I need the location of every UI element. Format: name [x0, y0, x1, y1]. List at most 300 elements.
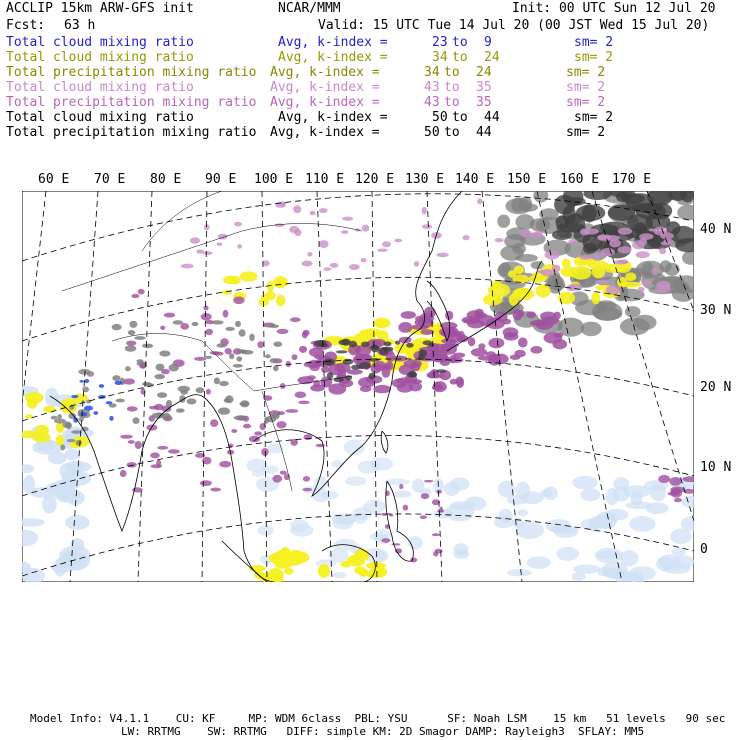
legend-avg-label: Avg, k-index = — [270, 65, 380, 80]
cloud-blob — [219, 461, 231, 468]
legend-smoothing: sm= 2 — [574, 35, 614, 50]
cloud-blob — [219, 381, 229, 386]
cloud-blob — [379, 347, 388, 355]
cloud-blob — [330, 263, 339, 268]
cloud-blob — [373, 318, 390, 329]
cloud-blob — [169, 364, 179, 372]
lat-label: 10 N — [700, 460, 732, 475]
lon-label: 130 E — [405, 172, 445, 187]
cloud-blob — [621, 282, 642, 288]
cloud-blob — [636, 251, 650, 258]
cloud-blob — [592, 266, 605, 278]
legend-k-to: 35 — [476, 95, 492, 110]
cloud-blob — [488, 338, 504, 349]
cloud-blob — [203, 251, 212, 255]
legend-field-name: Total cloud mixing ratio — [6, 80, 194, 95]
cloud-blob — [572, 476, 597, 490]
cloud-blob — [43, 406, 56, 413]
cloud-blob — [218, 407, 230, 414]
cloud-blob — [273, 341, 282, 347]
cloud-blob — [364, 328, 382, 336]
cloud-blob — [160, 326, 165, 330]
cloud-blob — [65, 449, 80, 461]
cloud-blob — [432, 533, 440, 536]
cloud-blob — [540, 489, 552, 497]
cloud-blob — [553, 332, 563, 337]
cloud-blob — [280, 471, 287, 475]
cloud-blob — [591, 292, 600, 305]
cloud-blob — [440, 343, 451, 353]
cloud-blob — [286, 409, 299, 413]
cloud-blob — [617, 246, 631, 253]
cloud-blob — [57, 414, 62, 419]
cloud-blob — [353, 507, 372, 520]
cloud-blob — [310, 365, 320, 371]
cloud-blob — [436, 369, 447, 373]
cloud-blob — [181, 264, 194, 269]
legend-avg-label: Avg, k-index = — [278, 35, 388, 50]
cloud-blob — [445, 311, 453, 320]
cloud-blob — [134, 336, 145, 340]
legend-k-from: 50 — [432, 110, 448, 125]
cloud-blob — [129, 321, 137, 328]
cloud-blob — [341, 561, 352, 568]
cloud-blob — [210, 488, 221, 492]
cloud-blob — [84, 406, 93, 411]
cloud-blob — [127, 406, 138, 411]
cloud-blob — [284, 568, 294, 575]
cloud-blob — [318, 564, 330, 578]
cloud-blob — [408, 536, 423, 549]
cloud-blob — [343, 359, 354, 365]
legend-smoothing: sm= 2 — [566, 125, 606, 140]
cloud-blob — [336, 350, 348, 353]
cloud-blob — [581, 488, 601, 501]
cloud-blob — [214, 377, 220, 384]
cloud-blob — [672, 286, 694, 301]
cloud-blob — [541, 269, 554, 276]
cloud-blob — [65, 515, 90, 530]
cloud-blob — [518, 337, 528, 347]
cloud-blob — [409, 371, 416, 377]
cloud-blob — [133, 417, 140, 424]
cloud-blob — [414, 261, 419, 267]
legend-field-name: Total precipitation mixing ratio — [6, 125, 257, 140]
cloud-blob — [349, 341, 357, 348]
cloud-blob — [361, 258, 367, 263]
cloud-blob — [196, 387, 205, 393]
lon-label: 120 E — [355, 172, 395, 187]
cloud-blob — [272, 475, 282, 483]
legend-field-name: Total precipitation mixing ratio — [6, 95, 257, 110]
cloud-blob — [277, 329, 289, 334]
legend-to: to — [444, 95, 460, 110]
cloud-blob — [433, 551, 438, 556]
cloud-blob — [303, 434, 312, 440]
cloud-blob — [112, 375, 120, 381]
legend-avg-label: Avg, k-index = — [278, 110, 388, 125]
cloud-blob — [25, 414, 33, 419]
cloud-blob — [625, 306, 641, 317]
cloud-blob — [502, 319, 511, 325]
cloud-blob — [23, 475, 35, 494]
cloud-blob — [652, 268, 658, 272]
cloud-blob — [93, 411, 98, 415]
cloud-blob — [159, 351, 170, 357]
cloud-blob — [66, 490, 85, 505]
cloud-blob — [421, 493, 429, 499]
legend-avg-label: Avg, k-index = — [270, 95, 380, 110]
cloud-blob — [371, 363, 382, 374]
cloud-blob — [397, 383, 413, 393]
cloud-blob — [192, 322, 199, 326]
map-plot — [22, 191, 694, 582]
cloud-blob — [217, 242, 223, 246]
cloud-blob — [620, 318, 650, 336]
cloud-blob — [342, 217, 353, 221]
cloud-blob — [293, 205, 301, 213]
cloud-blob — [249, 334, 255, 341]
cloud-blob — [51, 416, 58, 420]
cloud-blob — [87, 371, 94, 377]
legend-k-to: 9 — [484, 35, 492, 50]
cloud-blob — [562, 259, 571, 268]
cloud-blob — [526, 311, 536, 318]
cloud-blob — [125, 345, 137, 351]
cloud-blob — [237, 349, 247, 353]
cloud-blob — [471, 348, 487, 357]
cloud-blob — [35, 425, 49, 436]
legend-k-to: 24 — [484, 50, 500, 65]
cloud-blob — [359, 362, 371, 369]
cloud-blob — [150, 452, 160, 458]
legend-smoothing: sm= 2 — [566, 65, 606, 80]
organization: NCAR/MMM — [278, 1, 341, 16]
cloud-blob — [237, 244, 242, 249]
cloud-blob — [128, 440, 135, 444]
cloud-blob — [210, 419, 218, 427]
legend-to: to — [452, 50, 468, 65]
cloud-blob — [453, 353, 465, 358]
legend-to: to — [444, 80, 460, 95]
cloud-blob — [498, 509, 512, 523]
cloud-blob — [495, 238, 504, 242]
cloud-blob — [201, 313, 212, 321]
cloud-blob — [663, 564, 691, 574]
cloud-blob — [321, 491, 339, 500]
cloud-blob — [225, 395, 233, 403]
cloud-blob — [341, 230, 349, 234]
cloud-blob — [395, 341, 400, 345]
cloud-blob — [205, 329, 213, 335]
cloud-blob — [332, 572, 347, 579]
model-info-line1: Model Info: V4.1.1 CU: KF MP: WDM 6class PBL: YSU SF: Noah LSM 15 km 51 levels 90 sec — [30, 712, 726, 725]
cloud-blob — [583, 228, 598, 234]
cloud-blob — [477, 198, 482, 204]
lat-label: 0 — [700, 542, 708, 557]
cloud-blob — [206, 389, 211, 395]
cloud-blob — [67, 461, 84, 474]
cloud-blob — [116, 399, 125, 403]
cloud-blob — [669, 477, 681, 486]
cloud-blob — [618, 260, 628, 264]
cloud-blob — [436, 253, 448, 258]
cloud-blob — [125, 366, 131, 371]
lon-label: 110 E — [305, 172, 345, 187]
cloud-blob — [377, 249, 387, 252]
legend-to: to — [444, 125, 460, 140]
cloud-blob — [384, 342, 392, 347]
cloud-blob — [42, 495, 57, 514]
legend-k-to: 24 — [476, 65, 492, 80]
cloud-blob — [478, 343, 485, 349]
cloud-blob — [563, 205, 576, 224]
legend-k-from: 43 — [424, 80, 440, 95]
cloud-blob — [345, 375, 352, 380]
legend-field-name: Total precipitation mixing ratio — [6, 65, 257, 80]
cloud-blob — [303, 330, 310, 336]
cloud-blob — [327, 372, 333, 379]
legend-k-from: 43 — [424, 95, 440, 110]
cloud-blob — [596, 551, 618, 559]
lon-label: 80 E — [150, 172, 182, 187]
cloud-blob — [223, 310, 229, 318]
cloud-blob — [249, 436, 260, 443]
cloud-blob — [138, 289, 145, 295]
valid-time: Valid: 15 UTC Tue 14 Jul 20 (00 JST Wed 15 Jul 20) — [318, 18, 710, 33]
cloud-blob — [399, 337, 412, 344]
cloud-blob — [534, 231, 542, 237]
cloud-blob — [290, 317, 301, 322]
cloud-blob — [149, 406, 159, 410]
cloud-blob — [120, 470, 127, 477]
cloud-blob — [233, 297, 244, 305]
cloud-blob — [361, 342, 370, 347]
cloud-blob — [453, 543, 468, 555]
cloud-blob — [360, 386, 372, 392]
lon-label: 160 E — [560, 172, 600, 187]
legend-avg-label: Avg, k-index = — [270, 80, 380, 95]
cloud-blob — [239, 329, 246, 336]
cloud-blob — [552, 230, 572, 240]
cloud-blob — [516, 521, 544, 539]
cloud-blob — [504, 332, 519, 340]
cloud-blob — [60, 444, 65, 450]
cloud-blob — [382, 241, 391, 247]
lat-label: 30 N — [700, 303, 732, 318]
cloud-blob — [568, 239, 578, 245]
cloud-blob — [660, 232, 674, 239]
cloud-blob — [497, 215, 510, 228]
cloud-blob — [210, 351, 220, 355]
cloud-blob — [347, 369, 363, 374]
cloud-blob — [508, 270, 517, 277]
cloud-blob — [270, 358, 278, 363]
cloud-blob — [511, 198, 524, 213]
cloud-blob — [157, 392, 167, 398]
legend-k-to: 35 — [476, 80, 492, 95]
cloud-blob — [86, 400, 91, 404]
legend-k-to: 44 — [476, 125, 492, 140]
legend-smoothing: sm= 2 — [574, 110, 614, 125]
cloud-blob — [168, 449, 180, 454]
forecast-hours: 63 h — [64, 18, 96, 33]
legend-field-name: Total cloud mixing ratio — [6, 110, 194, 125]
cloud-blob — [243, 424, 251, 429]
cloud-blob — [474, 312, 487, 318]
cloud-blob — [581, 519, 602, 530]
cloud-blob — [54, 479, 80, 490]
cloud-blob — [655, 284, 671, 293]
cloud-blob — [314, 340, 326, 347]
legend-field-name: Total cloud mixing ratio — [6, 50, 194, 65]
cloud-blob — [572, 572, 586, 581]
cloud-blob — [162, 413, 171, 421]
lat-label: 20 N — [700, 380, 732, 395]
cloud-blob — [436, 490, 441, 494]
legend-avg-label: Avg, k-index = — [278, 50, 388, 65]
cloud-blob — [173, 320, 184, 324]
cloud-blob — [324, 267, 332, 271]
cloud-blob — [298, 401, 310, 405]
lon-label: 100 E — [254, 172, 294, 187]
lon-label: 150 E — [507, 172, 547, 187]
cloud-blob — [196, 249, 204, 253]
cloud-blob — [156, 364, 165, 371]
cloud-blob — [556, 547, 579, 561]
cloud-blob — [319, 240, 329, 248]
cloud-blob — [48, 452, 67, 465]
cloud-blob — [233, 364, 243, 368]
cloud-blob — [56, 435, 64, 446]
cloud-blob — [394, 239, 402, 243]
cloud-blob — [670, 487, 684, 494]
cloud-blob — [338, 340, 348, 346]
cloud-blob — [553, 339, 568, 349]
cloud-blob — [302, 261, 313, 267]
cloud-blob — [410, 379, 422, 384]
cloud-blob — [310, 211, 316, 215]
lon-label: 70 E — [94, 172, 126, 187]
cloud-blob — [154, 374, 165, 379]
cloud-blob — [530, 346, 542, 354]
cloud-blob — [190, 237, 200, 244]
lon-label: 170 E — [612, 172, 652, 187]
cloud-blob — [629, 516, 655, 532]
cloud-blob — [450, 477, 469, 490]
cloud-blob — [517, 509, 528, 516]
cloud-blob — [632, 240, 645, 249]
cloud-blob — [398, 322, 412, 333]
lon-label: 140 E — [455, 172, 495, 187]
cloud-blob — [25, 392, 44, 404]
legend-to: to — [452, 35, 468, 50]
cloud-blob — [265, 354, 271, 358]
cloud-blob — [630, 491, 642, 506]
cloud-blob — [593, 253, 600, 260]
cloud-blob — [464, 497, 486, 511]
cloud-blob — [276, 295, 285, 307]
cloud-blob — [106, 401, 113, 404]
cloud-blob — [328, 383, 346, 394]
cloud-blob — [290, 524, 314, 537]
cloud-blob — [660, 241, 672, 245]
cloud-blob — [616, 192, 629, 202]
init-time: Init: 00 UTC Sun 12 Jul 20 — [512, 1, 716, 16]
legend-smoothing: sm= 2 — [566, 80, 606, 95]
cloud-blob — [236, 356, 242, 361]
cloud-blob — [112, 324, 122, 330]
cloud-blob — [579, 255, 592, 260]
cloud-blob — [262, 260, 269, 266]
cloud-blob — [554, 312, 561, 320]
cloud-blob — [59, 546, 91, 565]
cloud-blob — [424, 480, 433, 483]
cloud-blob — [422, 207, 427, 215]
cloud-blob — [401, 311, 416, 319]
cloud-blob — [659, 248, 666, 255]
cloud-blob — [422, 224, 432, 229]
cloud-blob — [67, 439, 76, 442]
cloud-blob — [157, 446, 168, 450]
legend-to: to — [444, 65, 460, 80]
cloud-blob — [601, 248, 615, 256]
cloud-blob — [109, 416, 113, 421]
cloud-blob — [295, 392, 307, 399]
cloud-blob — [269, 324, 279, 328]
cloud-blob — [373, 385, 391, 393]
cloud-blob — [486, 351, 496, 357]
cloud-blob — [393, 491, 411, 498]
cloud-blob — [135, 441, 142, 449]
cloud-blob — [491, 281, 503, 289]
cloud-blob — [515, 214, 534, 230]
cloud-blob — [295, 229, 302, 236]
cloud-blob — [156, 460, 161, 467]
cloud-blob — [357, 461, 380, 474]
cloud-blob — [638, 287, 645, 293]
cloud-blob — [71, 395, 78, 398]
cloud-blob — [176, 408, 185, 412]
cloud-blob — [229, 353, 234, 359]
cloud-blob — [639, 233, 653, 240]
cloud-blob — [450, 379, 458, 385]
cloud-blob — [234, 415, 247, 420]
lon-label: 90 E — [205, 172, 237, 187]
cloud-blob — [468, 337, 475, 346]
cloud-blob — [127, 462, 137, 468]
cloud-blob — [625, 272, 636, 281]
cloud-blob — [658, 475, 670, 483]
cloud-blob — [674, 498, 682, 502]
legend-smoothing: sm= 2 — [566, 95, 606, 110]
cloud-blob — [642, 280, 651, 286]
cloud-blob — [463, 235, 470, 240]
cloud-blob — [229, 276, 240, 285]
cloud-blob — [266, 416, 277, 423]
cloud-blob — [421, 329, 434, 335]
cloud-blob — [323, 359, 335, 366]
cloud-blob — [254, 431, 262, 435]
cloud-blob — [216, 343, 226, 347]
cloud-blob — [258, 525, 274, 536]
cloud-blob — [240, 400, 249, 407]
cloud-blob — [349, 264, 360, 270]
cloud-blob — [273, 365, 279, 371]
cloud-blob — [618, 228, 632, 235]
forecast-label: Fcst: — [6, 18, 46, 33]
cloud-blob — [670, 529, 691, 545]
